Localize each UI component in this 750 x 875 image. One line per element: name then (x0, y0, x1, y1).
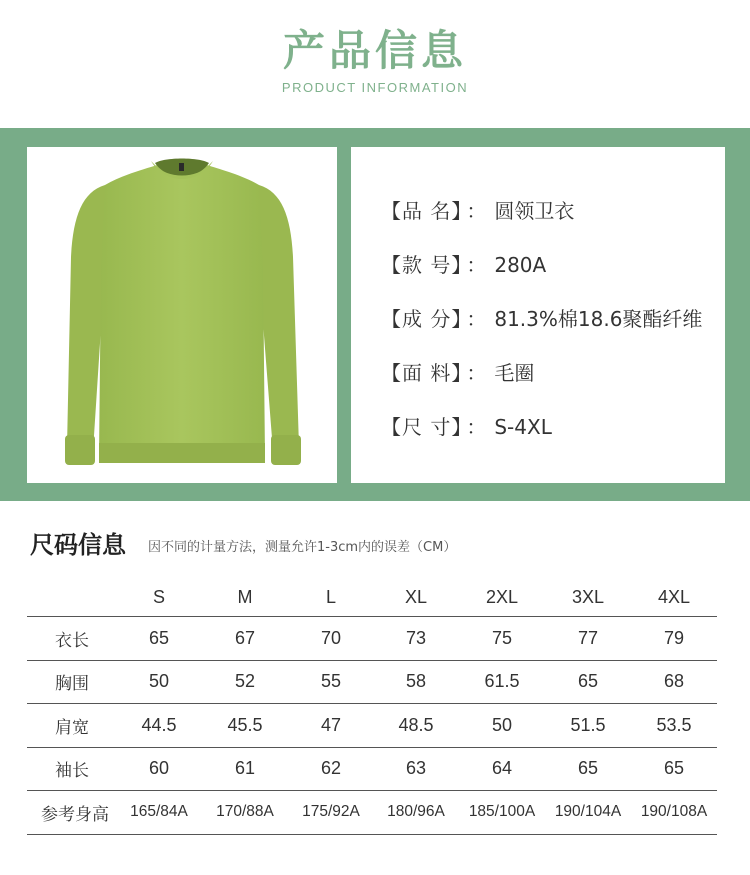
info-separator: ： (466, 415, 487, 439)
table-cell: 61 (234, 758, 256, 779)
header (0, 0, 750, 128)
info-value: 圆领卫衣 (494, 199, 575, 223)
table-cell: 50 (148, 671, 170, 692)
table-cell: 52 (234, 671, 256, 692)
info-row (381, 195, 574, 224)
size-note: 因不同的计量方法，测量允许1-3cm内的误差（CM） (148, 540, 457, 555)
sweatshirt-body (99, 165, 265, 457)
table-cell: 170/88A (216, 803, 274, 821)
hem-band (99, 443, 265, 463)
info-separator: ： (466, 361, 487, 385)
table-row (27, 661, 717, 705)
table-cell: 68 (663, 671, 685, 692)
table-cell: 55 (320, 671, 342, 692)
table-cell: 175/92A (302, 803, 360, 821)
info-label: 【面 料】 (381, 361, 463, 385)
table-cell: 65 (577, 758, 599, 779)
row-label: 肩宽 (55, 717, 89, 738)
page-subtitle: PRODUCT INFORMATION (281, 80, 469, 95)
table-row (27, 748, 717, 792)
table-cell: 61.5 (484, 671, 520, 692)
table-cell: 64 (491, 758, 513, 779)
table-cell: 65 (148, 627, 170, 648)
table-cell: 60 (148, 758, 170, 779)
table-cell: 67 (234, 627, 256, 648)
table-cell: S (152, 586, 165, 607)
info-value: 280A (494, 253, 547, 277)
table-cell: M (237, 586, 253, 607)
product-photo (27, 147, 337, 483)
right-cuff (271, 435, 301, 465)
neck-label (179, 163, 184, 171)
table-cell: 4XL (657, 586, 691, 607)
product-info-band (0, 128, 750, 501)
info-value: S-4XL (494, 415, 552, 439)
table-cell: 180/96A (387, 803, 445, 821)
left-cuff (65, 435, 95, 465)
page-title: 产品信息 (282, 26, 467, 75)
table-cell: 65 (577, 671, 599, 692)
info-row (381, 303, 702, 332)
table-row (27, 617, 717, 661)
table-cell: 70 (320, 627, 342, 648)
table-cell: 58 (405, 671, 427, 692)
table-cell: XL (404, 586, 428, 607)
info-separator: ： (466, 199, 487, 223)
table-cell: 65 (663, 758, 685, 779)
info-label: 【品 名】 (381, 199, 463, 223)
sweatshirt-image (27, 147, 337, 483)
table-cell: 48.5 (398, 714, 434, 735)
row-label: 参考身高 (41, 804, 109, 825)
table-cell: 190/104A (554, 803, 622, 821)
info-label: 【尺 寸】 (381, 415, 463, 439)
table-cell: 190/108A (640, 803, 708, 821)
table-cell: 45.5 (227, 714, 263, 735)
info-value: 81.3%棉18.6聚酯纤维 (494, 307, 703, 331)
info-row (381, 411, 552, 440)
table-cell: 47 (320, 714, 342, 735)
table-cell: 79 (663, 627, 685, 648)
row-label: 衣长 (55, 630, 89, 651)
size-table (27, 578, 717, 835)
size-section-title: 尺码信息 (30, 531, 126, 559)
table-cell: 185/100A (468, 803, 536, 821)
info-row (381, 249, 546, 278)
table-cell: 63 (405, 758, 427, 779)
table-cell: 165/84A (130, 803, 188, 821)
row-label: 袖长 (55, 761, 89, 782)
table-row (27, 704, 717, 748)
table-cell: 51.5 (570, 714, 606, 735)
table-cell: 2XL (485, 586, 519, 607)
table-cell: L (325, 586, 336, 607)
info-separator: ： (466, 253, 487, 277)
table-cell: 50 (491, 714, 513, 735)
row-label: 胸围 (55, 674, 89, 695)
row-label (27, 578, 117, 616)
info-separator: ： (466, 307, 487, 331)
table-cell: 62 (320, 758, 342, 779)
info-label: 【款 号】 (381, 253, 463, 277)
table-cell: 73 (405, 627, 427, 648)
table-cell: 44.5 (141, 714, 177, 735)
table-cell: 77 (577, 627, 599, 648)
table-cell: 75 (491, 627, 513, 648)
table-header-row (27, 578, 717, 617)
info-label: 【成 分】 (381, 307, 463, 331)
table-cell: 53.5 (656, 714, 692, 735)
info-row (381, 357, 534, 386)
table-cell: 3XL (571, 586, 605, 607)
info-value: 毛圈 (494, 361, 535, 385)
table-row (27, 791, 717, 835)
product-details (351, 147, 725, 483)
